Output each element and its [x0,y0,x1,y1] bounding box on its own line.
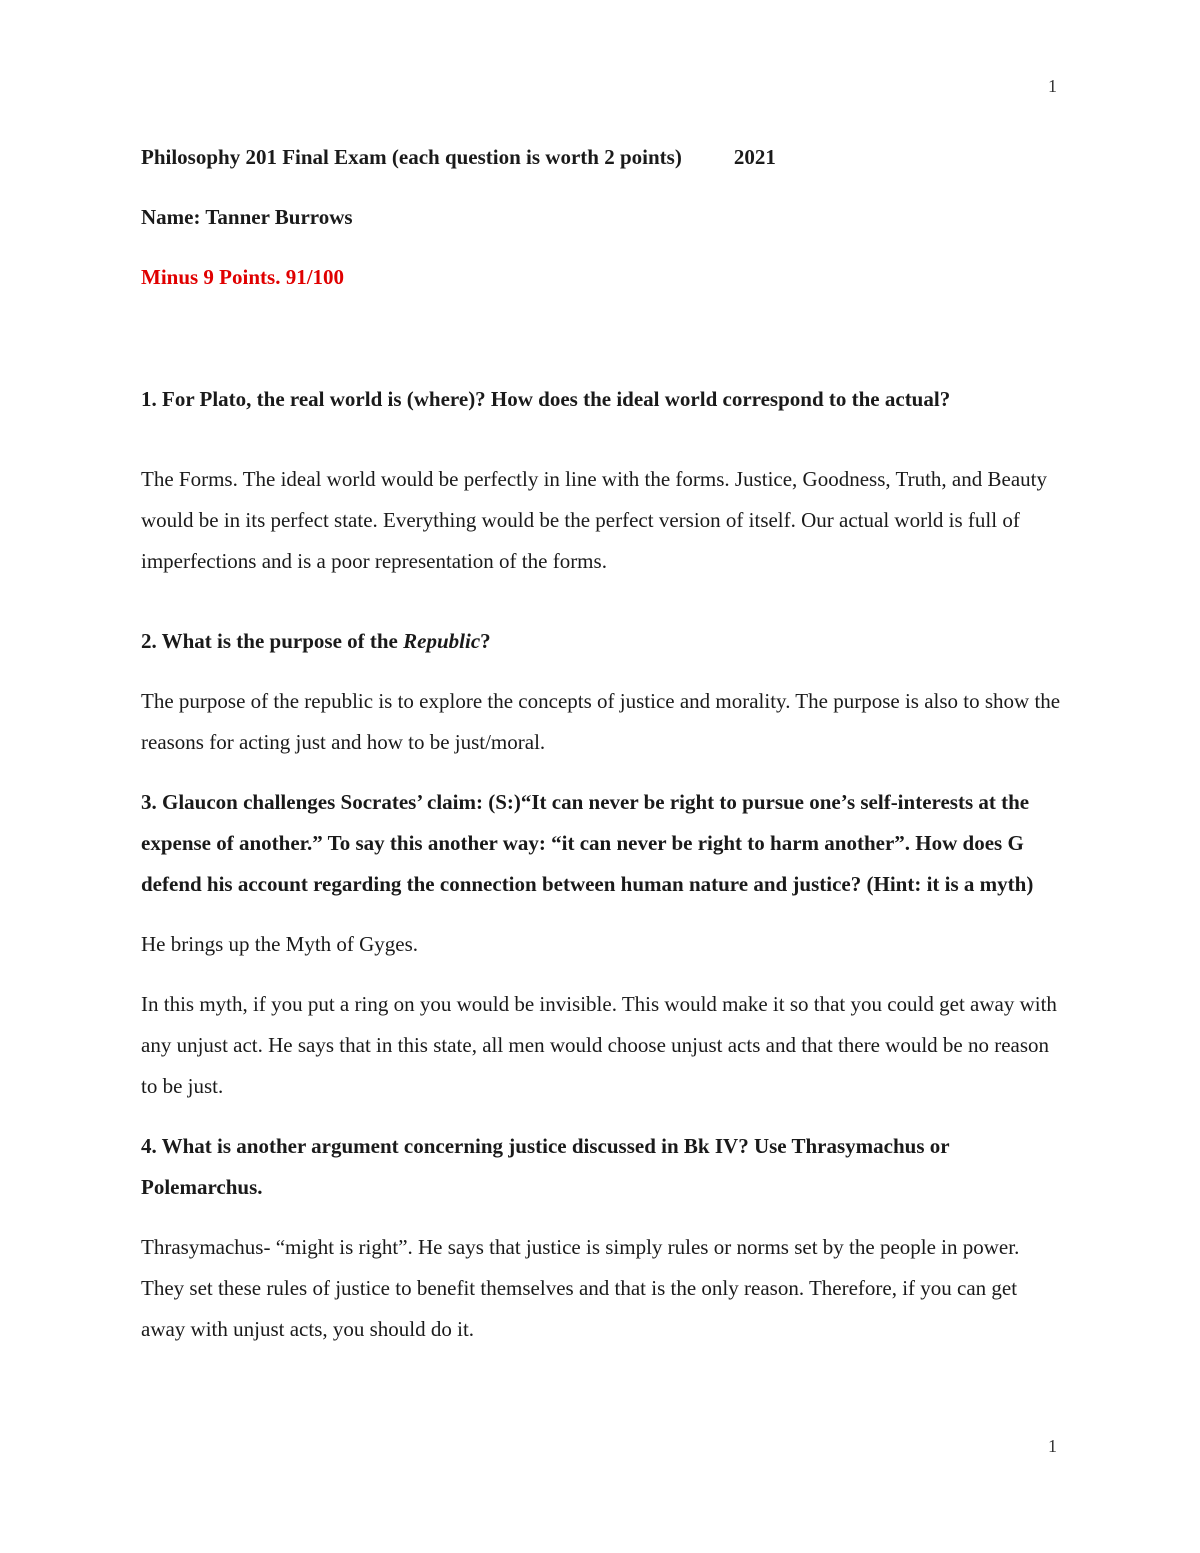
exam-year: 2021 [733,145,776,169]
question-3: 3. Glaucon challenges Socrates’ claim: (S:)“It can never be right to pursue one’s self-interests at the expense of another.” To say this another way: “it can never be right to harm another”. How does G defend his account regarding the connection between human nature and justice? (Hint: it is a myth) [141,790,1034,896]
student-name: Name: Tanner Burrows [141,205,353,229]
answer-3-part-2: In this myth, if you put a ring on you would be invisible. This would make it so that you could get away with any unjust act. He says that in this state, all men would choose unjust acts and that there would be no reason to be just. [141,992,1057,1098]
answer-4: Thrasymachus- “might is right”. He says that justice is simply rules or norms set by the people in power. They set these rules of justice to benefit themselves and that is the only reason. Therefore, if you can get away with unjust acts, you should do it. [141,1235,1020,1341]
question-2-suffix: ? [480,629,491,653]
answer-3-part-1: He brings up the Myth of Gyges. [141,932,419,956]
question-1: 1. For Plato, the real world is (where)? How does the ideal world correspond to the actual? [141,387,951,411]
page-number-bottom: 1 [1048,1436,1057,1456]
exam-content [141,140,1066,1350]
question-2-prefix: 2. What is the purpose of the [141,629,404,653]
exam-title-text: Philosophy 201 Final Exam (each question is worth 2 points) [141,145,682,169]
question-2-italic-title: Republic [403,629,481,653]
page-number-top: 1 [1048,76,1057,96]
question-2 [141,621,1066,662]
answer-1: The Forms. The ideal world would be perfectly in line with the forms. Justice, Goodness, Truth, and Beauty would be in its perfect state. Everything would be the perfect version of itself. Our actual world is full of imperfections and is a poor representation of the forms. [141,467,1047,573]
exam-title [141,140,1066,174]
answer-2: The purpose of the republic is to explore the concepts of justice and morality. The purpose is also to show the reasons for acting just and how to be just/moral. [141,689,1061,754]
question-4: 4. What is another argument concerning justice discussed in Bk IV? Use Thrasymachus or Polemarchus. [141,1134,950,1199]
score-remark: Minus 9 Points. 91/100 [141,265,345,289]
